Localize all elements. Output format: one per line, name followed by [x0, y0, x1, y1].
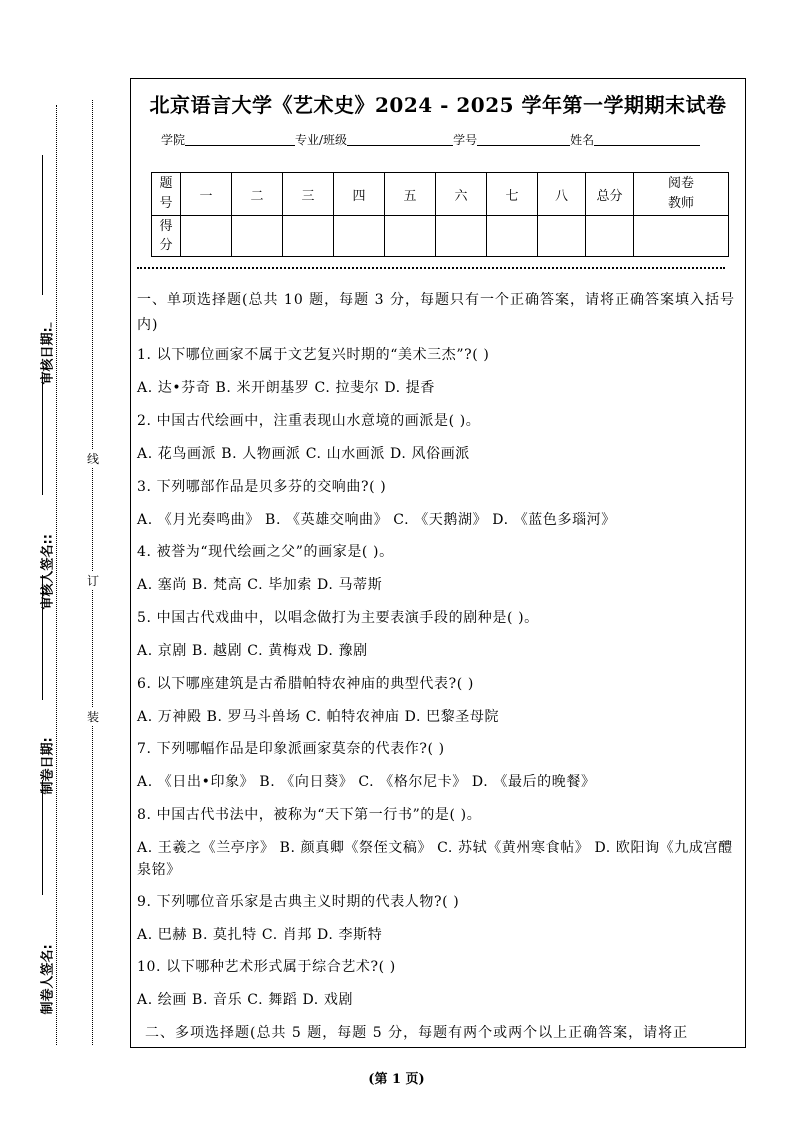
score-col-3: 三: [283, 173, 334, 216]
question-2: 2. 中国古代绘画中，注重表现山水意境的画派是( )。: [137, 413, 481, 429]
score-col-7: 七: [487, 173, 538, 216]
score-col-2: 二: [232, 173, 283, 216]
score-col-1: 一: [181, 173, 232, 216]
binding-char-zhuang: 装: [86, 710, 99, 724]
question-4: 4. 被誉为“现代绘画之父”的画家是( )。: [137, 544, 394, 560]
binding-dotted-line-outer: [56, 105, 57, 1045]
options-10: A. 绘画 B. 音乐 C. 舞蹈 D. 戏剧: [137, 992, 354, 1008]
options-2: A. 花鸟画派 B. 人物画派 C. 山水画派 D. 风俗画派: [137, 446, 470, 462]
score-cell-3[interactable]: [283, 216, 334, 257]
score-cell-7[interactable]: [487, 216, 538, 257]
maker-sign-label: 制卷人签名:: [40, 944, 56, 1015]
options-7: A. 《日出•印象》 B. 《向日葵》 C. 《格尔尼卡》 D. 《最后的晚餐》: [137, 774, 596, 790]
score-col-8: 八: [538, 173, 586, 216]
question-5: 5. 中国古代戏曲中，以唱念做打为主要表演手段的剧种是( )。: [137, 610, 539, 626]
name-label: 姓名: [570, 133, 595, 147]
score-col-total: 总分: [586, 173, 634, 216]
maker-date-label: 制卷日期:: [40, 737, 56, 795]
options-3: A. 《月光奏鸣曲》 B. 《英雄交响曲》 C. 《天鹅湖》 D. 《蓝色多瑙河》: [137, 512, 616, 528]
score-table: [151, 172, 729, 257]
binding-char-xian: 线: [86, 452, 99, 466]
options-5: A. 京剧 B. 越剧 C. 黄梅戏 D. 豫剧: [137, 643, 368, 659]
score-col-grader: 阅卷教师: [634, 173, 729, 216]
score-row-label-score: 得分: [152, 216, 181, 257]
section2-heading: 二、多项选择题(总共 5 题，每题 5 分，每题有两个或两个以上正确答案，请将正: [145, 1025, 689, 1041]
maker-date-blank: [42, 575, 43, 700]
options-6: A. 万神殿 B. 罗马斗兽场 C. 帕特农神庙 D. 巴黎圣母院: [137, 709, 500, 725]
question-1: 1. 以下哪位画家不属于文艺复兴时期的“美术三杰”?( ): [137, 347, 490, 363]
college-blank[interactable]: [185, 133, 295, 146]
college-label: 学院: [161, 133, 186, 147]
question-3: 3. 下列哪部作品是贝多芬的交响曲?( ): [137, 479, 387, 495]
question-6: 6. 以下哪座建筑是古希腊帕特农神庙的典型代表?( ): [137, 676, 474, 692]
score-cell-total[interactable]: [586, 216, 634, 257]
major-label: 专业/班级: [295, 133, 348, 147]
exam-frame: [130, 78, 746, 1048]
reviewer-sign-label: 审核人签名::: [40, 534, 56, 610]
question-8: 8. 中国古代书法中，被称为“天下第一行书”的是( )。: [137, 807, 482, 823]
score-col-6: 六: [436, 173, 487, 216]
score-row-label-topic: 题号: [152, 173, 181, 216]
question-7: 7. 下列哪幅作品是印象派画家莫奈的代表作?( ): [137, 741, 445, 757]
options-4: A. 塞尚 B. 梵高 C. 毕加索 D. 马蒂斯: [137, 577, 383, 593]
exam-title: 北京语言大学《艺术史》2024 - 2025 学年第一学期期末试卷: [149, 93, 727, 117]
name-blank[interactable]: [594, 133, 700, 146]
header-separator: [137, 267, 725, 269]
reviewer-date-label: 审核日期:: [37, 275, 56, 385]
score-cell-grader[interactable]: [634, 216, 729, 257]
question-9: 9. 下列哪位音乐家是古典主义时期的代表人物?( ): [137, 894, 460, 910]
score-cell-8[interactable]: [538, 216, 586, 257]
page-footer: (第 1 页): [368, 1072, 425, 1087]
question-10: 10. 以下哪种艺术形式属于综合艺术?( ): [137, 959, 396, 975]
score-cell-2[interactable]: [232, 216, 283, 257]
options-1: A. 达•芬奇 B. 米开朗基罗 C. 拉斐尔 D. 提香: [137, 380, 435, 396]
reviewer-sign-blank: [42, 375, 43, 495]
section1-heading: 一、单项选择题(总共 10 题，每题 3 分，每题只有一个正确答案，请将正确答案填入括号内): [137, 292, 735, 333]
student-id-blank[interactable]: [477, 133, 570, 146]
score-col-5: 五: [385, 173, 436, 216]
binding-char-ding: 订: [86, 574, 99, 588]
reviewer-date-blank: [42, 155, 43, 295]
score-cell-4[interactable]: [334, 216, 385, 257]
options-9: A. 巴赫 B. 莫扎特 C. 肖邦 D. 李斯特: [137, 927, 383, 943]
score-cell-6[interactable]: [436, 216, 487, 257]
options-8: A. 王羲之《兰亭序》 B. 颜真卿《祭侄文稿》 C. 苏轼《黄州寒食帖》 D. 欧阳询《九成宫醴泉铭》: [137, 840, 733, 878]
maker-sign-blank: [42, 780, 43, 895]
major-blank[interactable]: [347, 133, 453, 146]
score-col-4: 四: [334, 173, 385, 216]
score-cell-5[interactable]: [385, 216, 436, 257]
student-info-line: [161, 131, 700, 148]
student-id-label: 学号: [453, 133, 478, 147]
score-cell-1[interactable]: [181, 216, 232, 257]
